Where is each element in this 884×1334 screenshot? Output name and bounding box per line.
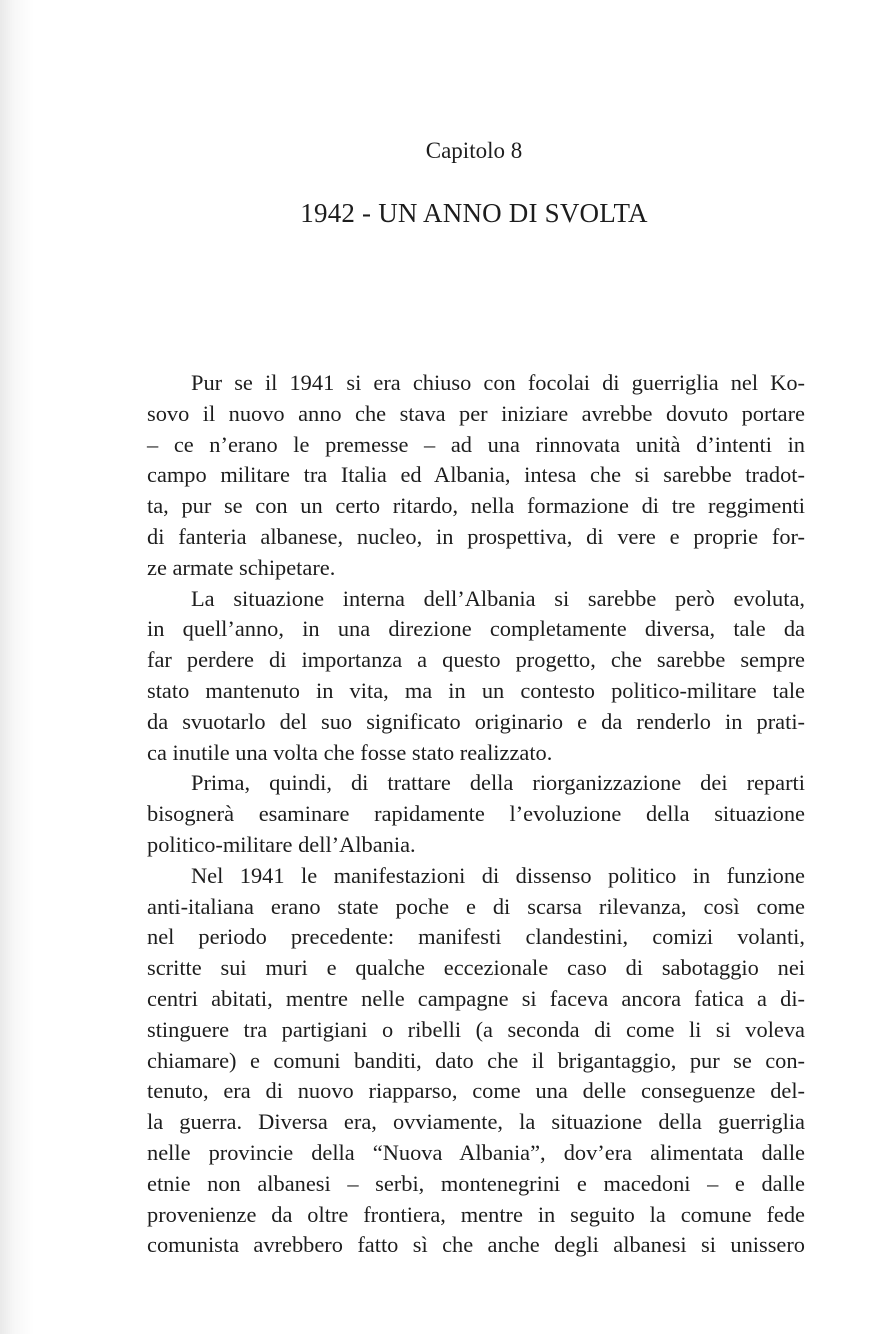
text-line: Pur se il 1941 si era chiuso con focolai di guerriglia nel Ko- xyxy=(191,370,805,395)
text-line: far perdere di importanza a questo progetto, che sarebbe sempre xyxy=(147,647,805,673)
text-line: ta, pur se con un certo ritardo, nella formazione di tre reggimenti xyxy=(147,493,805,519)
text-line: stinguere tra partigiani o ribelli (a seconda di come li si voleva xyxy=(147,1016,805,1042)
chapter-title: 1942 - UN ANNO DI SVOLTA xyxy=(300,198,648,228)
text-line: politico-militare dell’Albania. xyxy=(147,831,416,857)
text-line: chiamare) e comuni banditi, dato che il brigantaggio, pur se con- xyxy=(147,1047,805,1073)
text-line: Nel 1941 le manifestazioni di dissenso politico in funzione xyxy=(191,862,805,888)
text-line: anti-italiana erano state poche e di scarsa rilevanza, così come xyxy=(147,893,805,919)
text-line: ca inutile una volta che fosse stato realizzato. xyxy=(147,739,553,765)
text-line: La situazione interna dell’Albania si sarebbe però evoluta, xyxy=(191,585,805,611)
body-text xyxy=(147,368,805,1261)
text-line: la guerra. Diversa era, ovviamente, la situazione della guerriglia xyxy=(147,1109,805,1135)
chapter-number: Capitolo 8 xyxy=(425,138,523,163)
text-line: Prima, quindi, di trattare della riorganizzazione dei reparti xyxy=(191,770,805,796)
text-line: comunista avrebbero fatto sì che anche degli albanesi si unissero xyxy=(147,1232,805,1258)
text-line: etnie non albanesi – serbi, montenegrini e macedoni – e dalle xyxy=(147,1170,805,1196)
text-line: di fanteria albanese, nucleo, in prospettiva, di vere e proprie for- xyxy=(147,523,805,549)
text-line: tenuto, era di nuovo riapparso, come una delle conseguenze del- xyxy=(147,1078,805,1104)
text-line: ze armate schipetare. xyxy=(147,554,336,580)
text-line: provenienze da oltre frontiera, mentre in seguito la comune fede xyxy=(147,1201,805,1227)
text-line: scritte sui muri e qualche eccezionale caso di sabotaggio nei xyxy=(147,955,805,981)
text-line: nelle provincie della “Nuova Albania”, dov’era alimentata dalle xyxy=(147,1139,805,1165)
text-line: – ce n’erano le premesse – ad una rinnovata unità d’intenti in xyxy=(147,431,805,457)
text-line: centri abitati, mentre nelle campagne si faceva ancora fatica a di- xyxy=(147,985,805,1011)
text-line: nel periodo precedente: manifesti clandestini, comizi volanti, xyxy=(147,924,805,950)
text-line: da svuotarlo del suo significato originario e da renderlo in prati- xyxy=(147,708,805,734)
text-line: sovo il nuovo anno che stava per iniziare avrebbe dovuto portare xyxy=(147,400,805,426)
text-line: bisognerà esaminare rapidamente l’evoluzione della situazione xyxy=(147,801,805,827)
text-line: in quell’anno, in una direzione completamente diversa, tale da xyxy=(147,616,805,642)
text-line: campo militare tra Italia ed Albania, intesa che si sarebbe tradot- xyxy=(147,462,805,488)
text-line: stato mantenuto in vita, ma in un contesto politico-militare tale xyxy=(147,677,805,703)
